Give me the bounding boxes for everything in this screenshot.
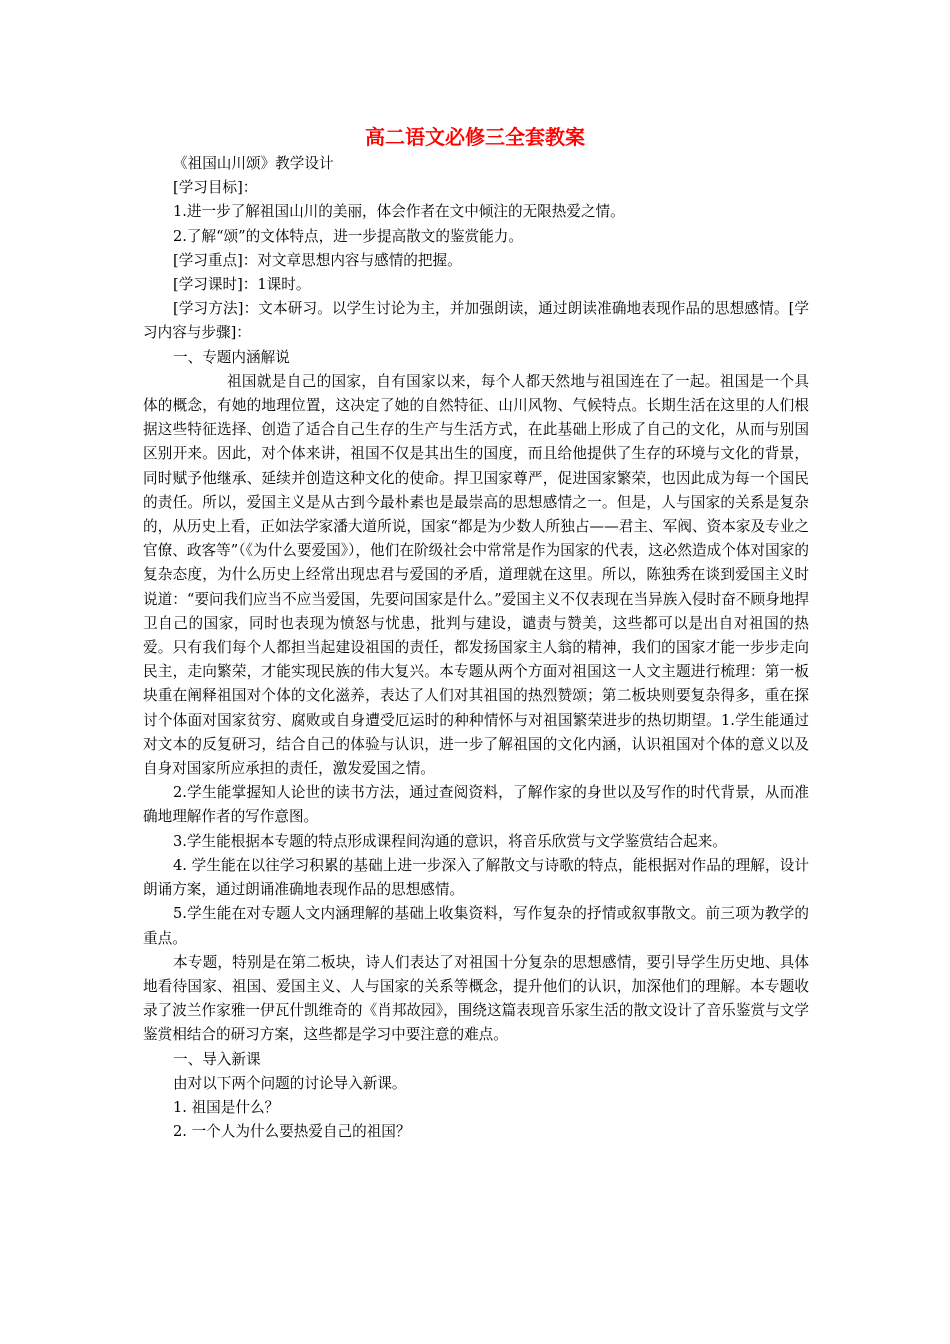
section-heading-intro: 一、导入新课 (173, 1050, 261, 1068)
goal-item-2: 2.了解“颂”的文体特点，进一步提高散文的鉴赏能力。 (173, 227, 523, 245)
difficulty-paragraph: 本专题，特别是在第二板块，诗人们表达了对祖国十分复杂的思想感情，要引导学生历史地、具体地看待国家、祖国、爱国主义、人与国家的关系等概念，提升他们的认识，加深他们的理解。本专题收录了波兰作家雅一伊瓦什凯维奇的《肖邦故园》，围绕这篇表现音乐家生活的散文设计了音乐鉴赏与文学鉴赏相结合的研习方案，这些都是学习中要注意的难点。 (143, 953, 809, 1044)
key-points: [学习重点]：对文章思想内容与感情的把握。 (173, 251, 462, 269)
objective-item-5: 5.学生能在对专题人文内涵理解的基础上收集资料，写作复杂的抒情或叙事散文。前三项为教学的重点。 (143, 905, 809, 947)
objective-item-4: 4. 学生能在以往学习积累的基础上进一步深入了解散文与诗歌的特点，能根据对作品的理解，设计朗诵方案，通过朗诵准确地表现作品的思想感情。 (143, 856, 809, 899)
objective-item-2: 2.学生能掌握知人论世的读书方法，通过查阅资料，了解作家的身世以及写作的时代背景，从而准确地理解作者的写作意图。 (143, 784, 809, 826)
section-heading-topic: 一、专题内涵解说 (173, 348, 290, 366)
goal-item-1: 1.进一步了解祖国山川的美丽，体会作者在文中倾注的无限热爱之情。 (173, 203, 625, 221)
topic-explanation-paragraph: 祖国就是自己的国家，自有国家以来，每个人都天然地与祖国连在了一起。祖国是一个具体的概念，有她的地理位置，这决定了她的自然特征、山川风物、气候特点。长期生活在这里的人们根据这些特征选择、创造了适合自己生存的生产与生活方式，在此基础上形成了自己的文化，从而与别国区别开来。因此，对个体来讲，祖国不仅是其出生的国度，而且给他提供了生存的环境与文化的背景，同时赋予他继承、延续并创造这种文化的使命。捍卫国家尊严，促进国家繁荣，也因此成为每一个国民的责任。所以，爱国主义是从古到今最朴素也是最崇高的思想感情之一。但是，人与国家的关系是复杂的，从历史上看，正如法学家潘大道所说，国家“都是为少数人所独占——君主、军阀、资本家及专业之官僚、政客等”（《为什么要爱国》），他们在阶级社会中常常是作为国家的代表，这必然造成个体对国家的复杂态度，为什么历史上经常出现忠君与爱国的矛盾，道理就在这里。所以，陈独秀在谈到爱国主义时说道：“要问我们应当不应当爱国，先要问国家是什么。”爱国主义不仅表现在当异族入侵时奋不顾身地捍卫自己的国家，同时也表现为愤怒与忧患，批判与建设，谴责与赞美，这些都可以是出自对祖国的热爱。只有我们每个人都担当起建设祖国的责任，都发扬国家主人翁的精神，我们的国家才能一步步走向民主，走向繁荣，才能实现民族的伟大复兴。本专题从两个方面对祖国这一人文主题进行梳理：第一板块重在阐释祖国对个体的文化滋养，表达了人们对其祖国的热烈赞颂；第二板块则要复杂得多，重在探讨个体面对国家贫穷、腐败或自身遭受厄运时的种种情怀与对祖国繁荣进步的热切期望。1.学生能通过对文本的反复研习，结合自己的体验与认识，进一步了解祖国的文化内涵，认识祖国对个体的意义以及自身对国家所应承担的责任，激发爱国之情。 (143, 372, 809, 778)
document-title: 高二语文必修三全套教案 (365, 125, 585, 149)
intro-description: 由对以下两个问题的讨论导入新课。 (173, 1074, 407, 1092)
question-2: 2. 一个人为什么要热爱自己的祖国？ (173, 1123, 411, 1141)
document-body (143, 152, 809, 1144)
lesson-heading: 《祖国山川颂》教学设计 (173, 155, 334, 172)
class-hours: [学习课时]：1课时。 (173, 276, 311, 294)
learning-method: [学习方法]：文本研习。以学生讨论为主，并加强朗读，通过朗读准确地表现作品的思想感情。[学习内容与步骤]： (143, 300, 809, 342)
objective-item-3: 3.学生能根据本专题的特点形成课程间沟通的意识，将音乐欣赏与文学鉴赏结合起来。 (173, 832, 727, 850)
learning-goals-label: [学习目标]： (173, 179, 258, 197)
question-1: 1. 祖国是什么？ (173, 1098, 280, 1116)
